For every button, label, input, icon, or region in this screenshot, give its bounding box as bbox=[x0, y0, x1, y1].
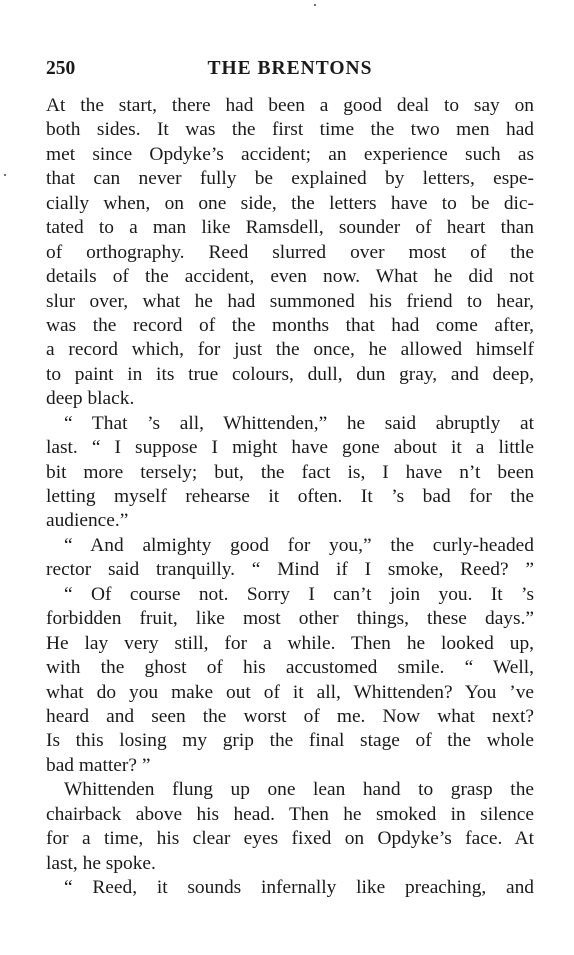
text-line: “ That ’s all, Whittenden,” he said abruptly at bbox=[64, 412, 534, 434]
text-line: Is this losing my grip the final stage of the whole bbox=[46, 730, 534, 752]
text-line: that can never fully be explained by letters, espe- bbox=[46, 168, 534, 190]
running-head: THE BRENTONS bbox=[207, 58, 373, 79]
body-text bbox=[46, 94, 534, 900]
text-line: letting myself rehearse it often. It ’s bad for the bbox=[46, 486, 534, 507]
page-number: 250 bbox=[46, 58, 76, 79]
text-line: Whittenden flung up one lean hand to grasp the bbox=[64, 779, 534, 801]
text-line: both sides. It was the first time the two men had bbox=[46, 119, 534, 141]
text-line: chairback above his head. Then he smoked in silence bbox=[46, 803, 534, 825]
text-line: deep black. bbox=[46, 388, 135, 410]
text-line: “ Reed, it sounds infernally like preaching, and bbox=[64, 877, 534, 898]
text-line: was the record of the months that had come after, bbox=[46, 314, 534, 336]
text-line: slur over, what he had summoned his friend to hear, bbox=[46, 290, 534, 312]
text-line: heard and seen the worst of me. Now what next? bbox=[46, 705, 534, 727]
text-line: “ Of course not. Sorry I can’t join you. It ’s bbox=[64, 583, 534, 605]
text-line: last. “ I suppose I might have gone about it a little bbox=[46, 437, 534, 459]
text-line: bit more tersely; but, the fact is, I have n’t been bbox=[46, 461, 534, 483]
text-line: audience.” bbox=[46, 510, 129, 532]
text-line: rector said tranquilly. “ Mind if I smoke, Reed? ” bbox=[46, 559, 534, 581]
text-line: last, he spoke. bbox=[46, 852, 156, 874]
text-line: “ And almighty good for you,” the curly-headed bbox=[64, 534, 534, 556]
text-line: a record which, for just the once, he allowed himself bbox=[46, 339, 534, 361]
text-line: cially when, on one side, the letters have to be dic- bbox=[46, 192, 534, 214]
text-line: details of the accident, even now. What he did not bbox=[46, 266, 534, 288]
text-line: bad matter? ” bbox=[46, 754, 151, 776]
text-line: to paint in its true colours, dull, dun gray, and deep, bbox=[46, 363, 534, 385]
margin-speck bbox=[314, 4, 316, 6]
text-line: what do you make out of it all, Whittenden? You ’ve bbox=[46, 681, 534, 703]
book-page bbox=[46, 58, 534, 900]
text-line: He lay very still, for a while. Then he looked up, bbox=[46, 632, 534, 654]
text-line: met since Opdyke’s accident; an experience such as bbox=[46, 143, 534, 165]
text-line: forbidden fruit, like most other things, these days.” bbox=[46, 608, 534, 630]
text-line: of orthography. Reed slurred over most of the bbox=[46, 241, 534, 263]
margin-speck bbox=[4, 174, 6, 176]
text-line: At the start, there had been a good deal to say on bbox=[46, 95, 534, 116]
page-header bbox=[46, 58, 534, 84]
text-line: tated to a man like Ramsdell, sounder of heart than bbox=[46, 217, 534, 239]
text-line: with the ghost of his accustomed smile. “ Well, bbox=[46, 657, 534, 679]
text-line: for a time, his clear eyes fixed on Opdyke’s face. At bbox=[46, 828, 534, 850]
